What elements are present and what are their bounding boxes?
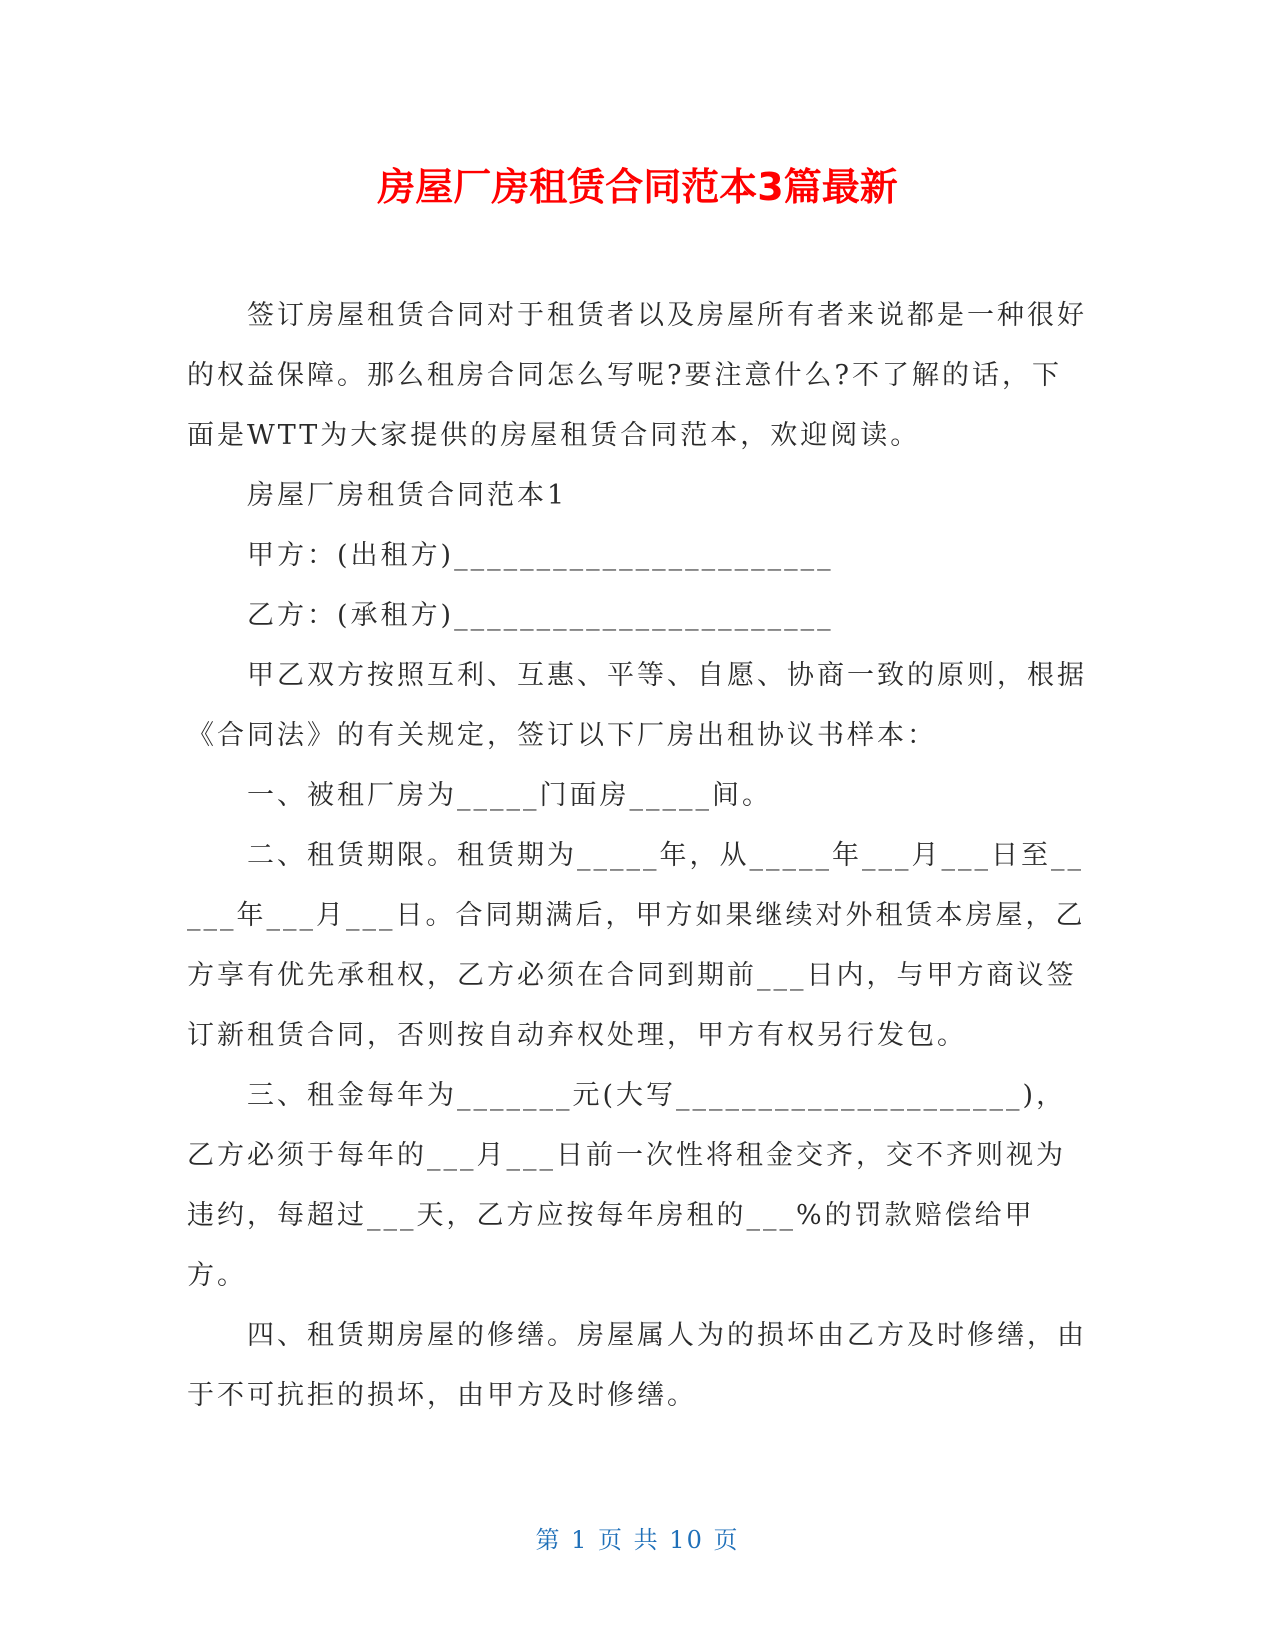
section-heading: 房屋厂房租赁合同范本1 <box>247 480 568 511</box>
document-body <box>187 286 1087 1426</box>
clause-4: 四、租赁期房屋的修缮。房屋属人为的损坏由乙方及时修缮，由于不可抗拒的损坏，由甲方及时修缮。 <box>187 1320 1087 1411</box>
intro-paragraph: 签订房屋租赁合同对于租赁者以及房屋所有者来说都是一种很好的权益保障。那么租房合同怎么写呢?要注意什么?不了解的话，下面是WTT为大家提供的房屋租赁合同范本，欢迎阅读。 <box>187 300 1087 451</box>
clause-3: 三、租金每年为_______元(大写_____________________)，乙方必须于每年的___月___日前一次性将租金交齐，交不齐则视为违约，每超过___天，乙方应按每年房租的___%的罚款赔偿给甲方。 <box>187 1080 1067 1291</box>
page-number-footer: 第 1 页 共 10 页 <box>535 1526 740 1554</box>
party-a-line: 甲方：(出租方)_______________________ <box>247 540 834 571</box>
agreement-paragraph: 甲乙双方按照互利、互惠、平等、自愿、协商一致的原则，根据《合同法》的有关规定，签订以下厂房出租协议书样本： <box>187 660 1087 751</box>
clause-2: 二、租赁期限。租赁期为_____年，从_____年___月___日至_____年___月___日。合同期满后，甲方如果继续对外租赁本房屋，乙方享有优先承租权，乙方必须在合同到期前___日内，与甲方商议签订新租赁合同，否则按自动弃权处理，甲方有权另行发包。 <box>187 840 1086 1051</box>
clause-1: 一、被租厂房为_____门面房_____间。 <box>247 780 772 811</box>
page-title: 房屋厂房租赁合同范本3篇最新 <box>377 165 898 209</box>
party-b-line: 乙方：(承租方)_______________________ <box>247 600 834 631</box>
